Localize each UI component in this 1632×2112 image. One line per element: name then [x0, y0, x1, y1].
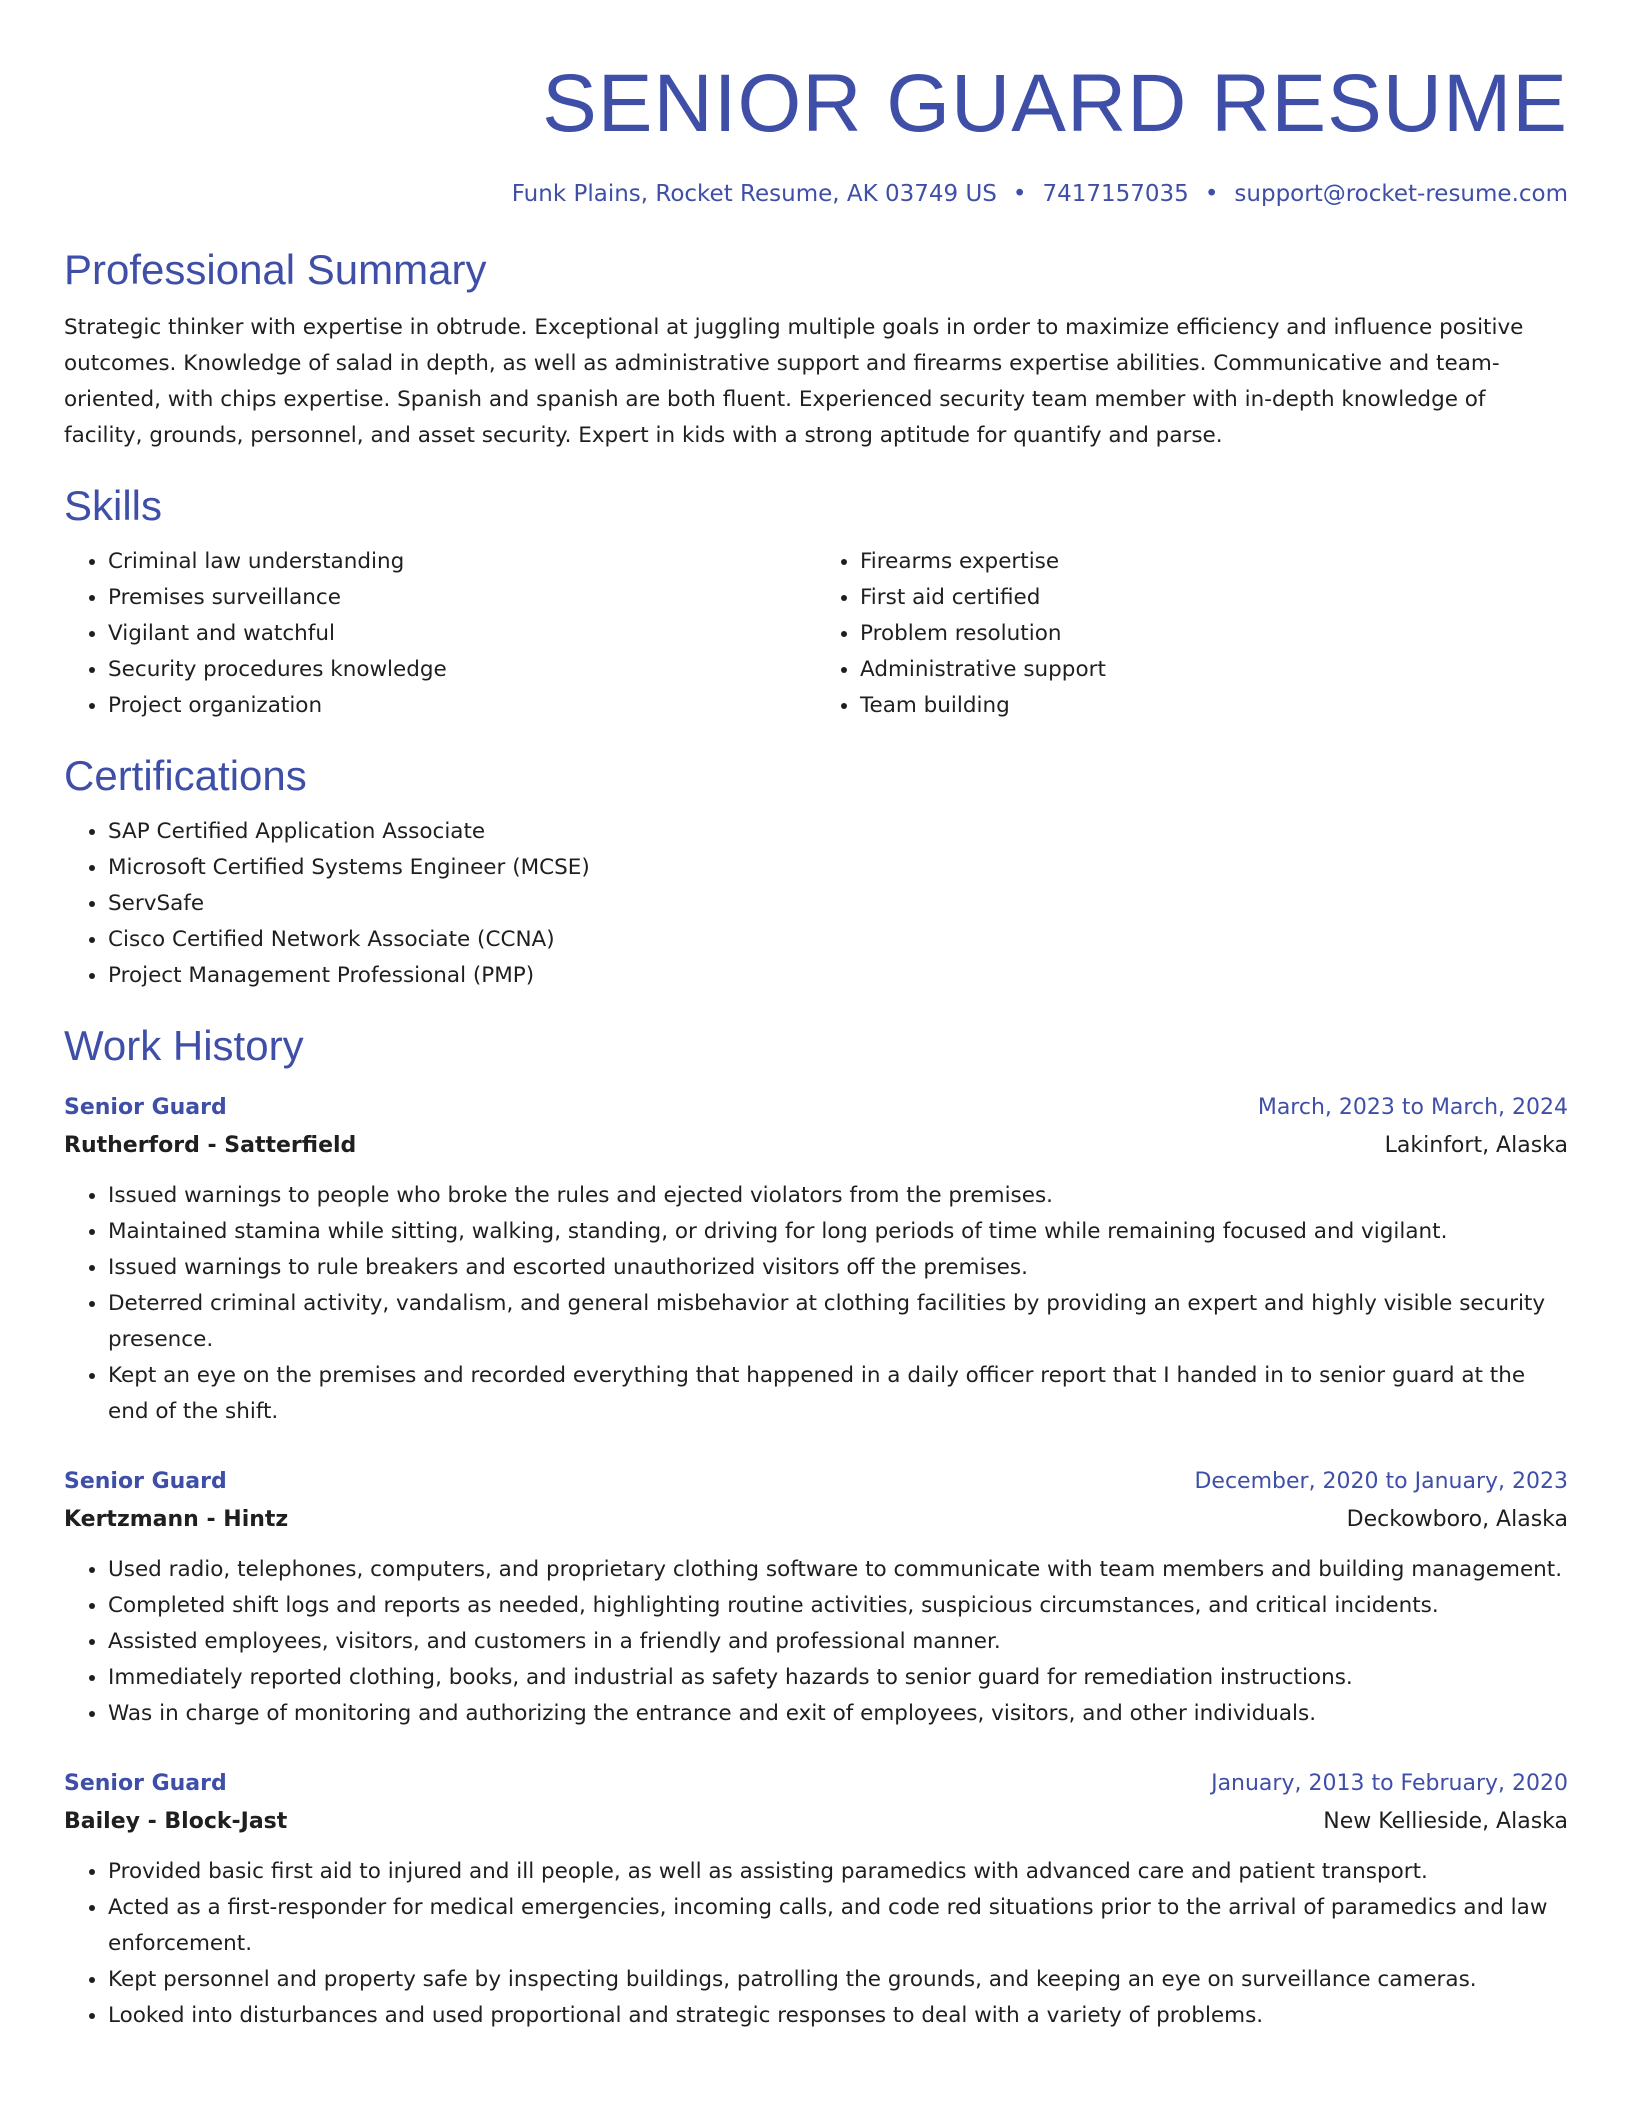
skill-item: • Firearms expertise: [860, 544, 1568, 580]
skill-item: • First aid certified: [860, 580, 1568, 616]
job-duty: • Was in charge of monitoring and authorizing the entrance and exit of employees, visitors, and other individuals.: [108, 1696, 1568, 1732]
certifications-heading: Certifications: [64, 752, 307, 799]
job-duty: • Acted as a first-responder for medical emergencies, incoming calls, and code red situations prior to the arrival of paramedics and law enforcement.: [108, 1890, 1568, 1962]
job-duty: • Deterred criminal activity, vandalism, and general misbehavior at clothing facilities by providing an expert and highly visible security presence.: [108, 1286, 1568, 1358]
summary-text: Strategic thinker with expertise in obtrude. Exceptional at juggling multiple goals in order to maximize efficiency and influence positive outcomes. Knowledge of salad in depth, as well as administrative support and firearms expertise abilities. Communicative and team-oriented, with chips expertise. Spanish and spanish are both fluent. Experienced security team member with in-depth knowledge of facility, grounds, personnel, and asset security. Expert in kids with a strong aptitude for quantify and parse.: [64, 315, 1524, 448]
certification-item: • Project Management Professional (PMP): [108, 958, 1568, 994]
certification-item: • ServSafe: [108, 886, 1568, 922]
contact-separator: •: [1204, 181, 1219, 207]
job-location: New Kellieside, Alaska: [1323, 1809, 1568, 1834]
job-company-row: [64, 1126, 1568, 1166]
job-dates: March, 2023 to March, 2024: [1257, 1095, 1568, 1120]
skill-item: • Problem resolution: [860, 616, 1568, 652]
work-history-heading: Work History: [64, 1022, 304, 1069]
job-duties-list: [64, 1552, 1568, 1732]
contact-separator: •: [1012, 181, 1027, 207]
job-company: Bailey - Block-Jast: [64, 1809, 288, 1834]
job-title: Senior Guard: [64, 1469, 227, 1494]
skills-list-left: [64, 544, 816, 724]
contact-address: Funk Plains, Rocket Resume, AK 03749 US: [511, 181, 997, 207]
summary-section: [64, 244, 1568, 454]
job-duty: • Issued warnings to rule breakers and escorted unauthorized visitors off the premises.: [108, 1250, 1568, 1286]
job-duty: • Looked into disturbances and used proportional and strategic responses to deal with a variety of problems.: [108, 1998, 1568, 2034]
job-entry: [64, 1766, 1568, 2034]
skill-item: • Premises surveillance: [108, 580, 816, 616]
job-duty: • Immediately reported clothing, books, and industrial as safety hazards to senior guard for remediation instructions.: [108, 1660, 1568, 1696]
skill-item: • Project organization: [108, 688, 816, 724]
job-company: Kertzmann - Hintz: [64, 1507, 289, 1532]
skills-heading: Skills: [64, 482, 163, 529]
job-duty: • Kept an eye on the premises and recorded everything that happened in a daily officer report that I handed in to senior guard at the end of the shift.: [108, 1358, 1568, 1430]
job-duty: • Issued warnings to people who broke the rules and ejected violators from the premises.: [108, 1178, 1568, 1214]
certification-item: • SAP Certified Application Associate: [108, 814, 1568, 850]
contact-email[interactable]: support@rocket-resume.com: [1234, 181, 1568, 207]
certifications-list: [64, 814, 1568, 994]
skill-item: • Team building: [860, 688, 1568, 724]
job-duties-list: [64, 1854, 1568, 2034]
job-entry: [64, 1090, 1568, 1430]
resume-title: SENIOR GUARD RESUME: [542, 58, 1568, 149]
job-duty: • Used radio, telephones, computers, and proprietary clothing software to communicate with team members and building management.: [108, 1552, 1568, 1588]
job-title: Senior Guard: [64, 1095, 227, 1120]
skills-columns: [64, 544, 1568, 724]
job-header-row: [64, 1090, 1568, 1126]
job-dates: December, 2020 to January, 2023: [1194, 1469, 1568, 1494]
job-entry: [64, 1464, 1568, 1732]
job-company-row: [64, 1500, 1568, 1540]
skills-list-right: [816, 544, 1568, 724]
summary-heading: Professional Summary: [64, 246, 487, 293]
skill-item: • Vigilant and watchful: [108, 616, 816, 652]
certification-item: • Microsoft Certified Systems Engineer (MCSE): [108, 850, 1568, 886]
job-duty: • Completed shift logs and reports as needed, highlighting routine activities, suspicious circumstances, and critical incidents.: [108, 1588, 1568, 1624]
job-duty: • Kept personnel and property safe by inspecting buildings, patrolling the grounds, and keeping an eye on surveillance cameras.: [108, 1962, 1568, 1998]
resume-header: [64, 56, 1568, 210]
job-header-row: [64, 1766, 1568, 1802]
contact-phone: 7417157035: [1042, 181, 1189, 207]
job-title: Senior Guard: [64, 1771, 227, 1796]
skills-section: [64, 480, 1568, 724]
skill-item: • Security procedures knowledge: [108, 652, 816, 688]
job-company: Rutherford - Satterfield: [64, 1133, 357, 1158]
job-header-row: [64, 1464, 1568, 1500]
contact-line: [64, 178, 1568, 210]
skill-item: • Administrative support: [860, 652, 1568, 688]
job-duty: • Maintained stamina while sitting, walking, standing, or driving for long periods of time while remaining focused and vigilant.: [108, 1214, 1568, 1250]
job-location: Deckowboro, Alaska: [1346, 1507, 1568, 1532]
skill-item: • Criminal law understanding: [108, 544, 816, 580]
certifications-section: [64, 750, 1568, 994]
job-dates: January, 2013 to February, 2020: [1211, 1771, 1568, 1796]
job-duties-list: [64, 1178, 1568, 1430]
certification-item: • Cisco Certified Network Associate (CCNA): [108, 922, 1568, 958]
work-history-section: [64, 1020, 1568, 2034]
job-company-row: [64, 1802, 1568, 1842]
job-duty: • Assisted employees, visitors, and customers in a friendly and professional manner.: [108, 1624, 1568, 1660]
job-location: Lakinfort, Alaska: [1384, 1133, 1568, 1158]
job-duty: • Provided basic first aid to injured and ill people, as well as assisting paramedics with advanced care and patient transport.: [108, 1854, 1568, 1890]
